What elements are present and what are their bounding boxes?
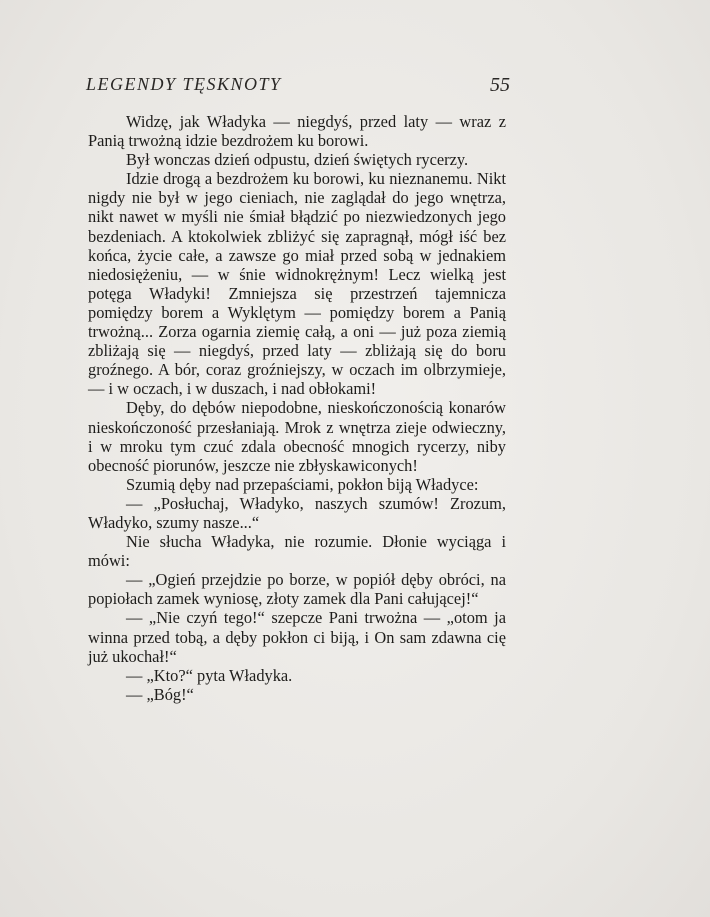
paragraph: Nie słucha Władyka, nie rozumie. Dłonie wyciąga i mówi: (88, 532, 506, 571)
paragraph: Dęby, do dębów niepodobne, nieskończonością konarów nieskończoność przesłaniają. Mrok z wnętrza zieje odwieczny, i w mroku tym czuć zdala obecność mnogich rycerzy, niby obecność piorunów, jeszcze nie zbłyskawiconych! (88, 398, 506, 475)
paragraph: — „Kto?“ pyta Władyka. (126, 665, 293, 685)
body-text (88, 112, 506, 704)
paragraph: — „Bóg!“ (126, 684, 194, 704)
paragraph: — „Nie czyń tego!“ szepcze Pani trwożna — „otom ja winna przed tobą, a dęby pokłon ci biją, i On sam zdawna cię już ukochał!“ (88, 608, 506, 666)
paragraph: — „Posłuchaj, Władyko, naszych szumów! Zrozum, Władyko, szumy nasze...“ (88, 493, 506, 532)
page-number: 55 (490, 74, 510, 96)
running-head: LEGENDY TĘSKNOTY (86, 74, 282, 94)
paragraph: Szumią dęby nad przepaściami, pokłon biją Władyce: (126, 474, 479, 494)
paragraph: Widzę, jak Władyka — niegdyś, przed laty — wraz z Panią trwożną idzie bezdrożem ku borowi. (88, 112, 506, 151)
paragraph: Był wonczas dzień odpustu, dzień świętych rycerzy. (126, 150, 469, 170)
paragraph: Idzie drogą a bezdrożem ku borowi, ku nieznanemu. Nikt nigdy nie był w jego cieniach, nie zaglądał do jego wnętrza, nikt nawet w myśli nie śmiał błądzić po niezwiedzonych jego bezdeniach. A ktokolwiek zbliżyć się zapragnął, mógł iść bez końca, życie całe, a zawsze go miał przed sobą w jednakiem niedosiężeniu, — w śnie widnokrężnym! Lecz wielką jest potęga Władyki! Zmniejsza się przestrzeń tajemnicza pomiędzy borem a Wyklętym — pomiędzy borem a Panią trwożną... Zorza ogarnia ziemię całą, a oni — już poza ziemią zbliżają się — niegdyś, przed laty — zbliżają się do boru groźnego. A bór, coraz groźniejszy, w oczach im olbrzymieje, — i w oczach, i w duszach, i nad obłokami! (88, 169, 506, 399)
paragraph: — „Ogień przejdzie po borze, w popiół dęby obróci, na popiołach zamek wyniosę, złoty zamek dla Pani całującej!“ (88, 570, 506, 609)
